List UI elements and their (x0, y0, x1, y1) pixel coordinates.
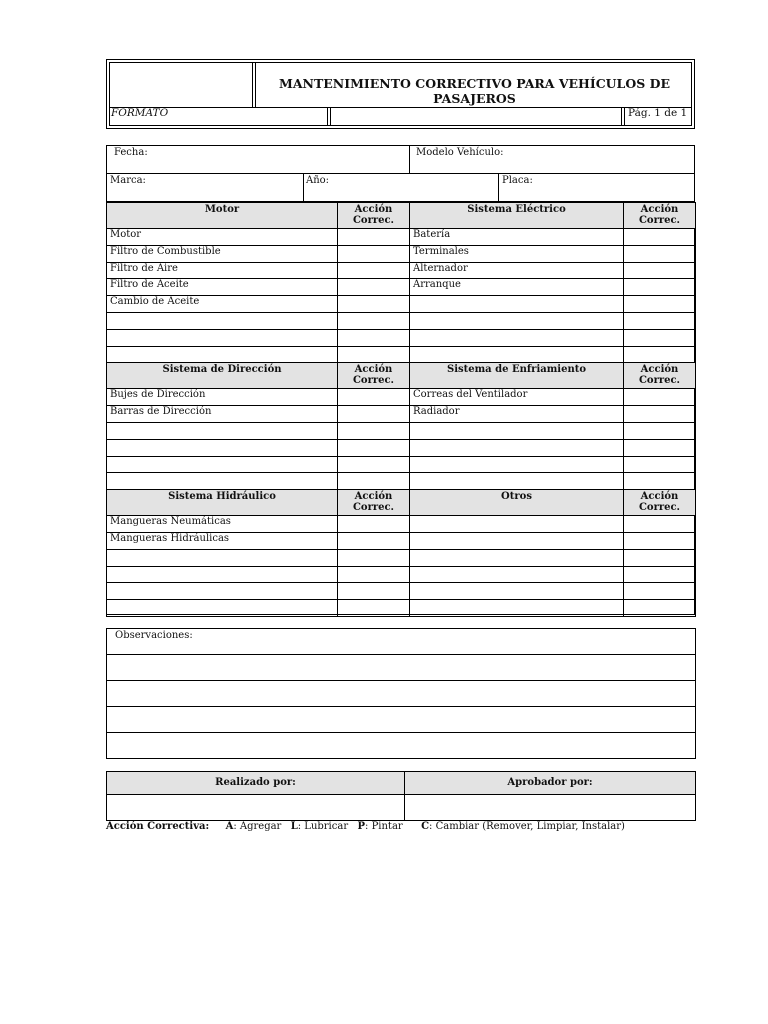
item-label (107, 439, 338, 456)
action-cell[interactable] (624, 583, 696, 600)
section-left-title: Sistema de Dirección (107, 363, 338, 389)
action-header (338, 490, 410, 516)
item-label (107, 583, 338, 600)
table-row (107, 262, 696, 279)
action-cell[interactable] (338, 245, 410, 262)
table-row (107, 516, 696, 533)
action-cell[interactable] (624, 329, 696, 346)
action-header (624, 490, 696, 516)
item-label: Radiador (410, 406, 624, 423)
action-cell[interactable] (338, 516, 410, 533)
anio-label: Año: (306, 175, 330, 186)
action-cell[interactable] (624, 566, 696, 583)
table-row (107, 473, 696, 490)
action-header-line2: Correc. (638, 215, 681, 226)
observaciones-line[interactable] (107, 733, 696, 759)
item-label (107, 566, 338, 583)
action-cell[interactable] (624, 229, 696, 246)
item-label (410, 583, 624, 600)
table-row (107, 532, 696, 549)
action-header (338, 363, 410, 389)
info-divider-marca (303, 174, 304, 202)
info-divider-anio (498, 174, 499, 202)
aprobado-header: Aprobador por: (405, 772, 696, 795)
item-label (410, 532, 624, 549)
item-label: Batería (410, 229, 624, 246)
item-label (107, 329, 338, 346)
legend-key-c: C (421, 821, 430, 832)
action-header-line1: Acción (640, 491, 679, 503)
observaciones-line[interactable] (107, 707, 696, 733)
info-row-2 (106, 174, 695, 202)
item-label: Filtro de Aceite (107, 279, 338, 296)
action-header-line1: Acción (354, 491, 393, 503)
logo-cell (109, 62, 253, 107)
item-label: Barras de Dirección (107, 406, 338, 423)
action-header (624, 363, 696, 389)
item-label (410, 296, 624, 313)
item-label (107, 600, 338, 617)
action-cell[interactable] (624, 549, 696, 566)
legend-text-l: : Lubricar (297, 821, 349, 832)
item-label (410, 312, 624, 329)
action-cell[interactable] (338, 473, 410, 490)
action-cell[interactable] (624, 532, 696, 549)
action-cell[interactable] (624, 439, 696, 456)
item-label: Alternador (410, 262, 624, 279)
legend-key-a: A (225, 821, 234, 832)
item-label: Bujes de Dirección (107, 389, 338, 406)
item-label (410, 549, 624, 566)
legend-title: Acción Correctiva (106, 821, 206, 832)
item-label (410, 329, 624, 346)
item-label (410, 516, 624, 533)
section-left-title: Sistema Hidráulico (107, 490, 338, 516)
action-cell[interactable] (624, 279, 696, 296)
action-cell[interactable] (624, 456, 696, 473)
item-label (107, 473, 338, 490)
checklist-table (106, 202, 696, 617)
legend-key-l: L (290, 821, 298, 832)
action-header-line2: Correc. (352, 215, 395, 226)
action-header (624, 203, 696, 229)
action-cell[interactable] (338, 329, 410, 346)
item-label (107, 456, 338, 473)
action-cell[interactable] (338, 279, 410, 296)
item-label: Filtro de Aire (107, 262, 338, 279)
table-row (107, 600, 696, 617)
document-title-line2: PASAJEROS (433, 91, 516, 106)
item-label: Mangueras Neumáticas (107, 516, 338, 533)
item-label: Arranque (410, 279, 624, 296)
table-row (107, 566, 696, 583)
action-cell[interactable] (338, 532, 410, 549)
action-cell[interactable] (624, 406, 696, 423)
table-row (107, 279, 696, 296)
item-label (410, 422, 624, 439)
action-header-line2: Correc. (638, 502, 681, 514)
format-label: FORMATO (111, 107, 169, 119)
item-label: Correas del Ventilador (410, 389, 624, 406)
table-row (107, 549, 696, 566)
observaciones-line[interactable] (107, 655, 696, 681)
table-row (107, 229, 696, 246)
table-row (107, 456, 696, 473)
action-cell[interactable] (338, 229, 410, 246)
action-header-line1: Acción (640, 204, 679, 215)
action-cell[interactable] (624, 600, 696, 617)
action-header (338, 203, 410, 229)
item-label (107, 346, 338, 363)
action-cell[interactable] (338, 422, 410, 439)
item-label: Motor (107, 229, 338, 246)
action-header-line1: Acción (640, 364, 679, 376)
placa-label: Placa: (502, 175, 533, 186)
section-right-title: Otros (410, 490, 624, 516)
action-cell[interactable] (338, 389, 410, 406)
item-label: Filtro de Combustible (107, 245, 338, 262)
info-row-1 (106, 145, 695, 174)
action-cell[interactable] (338, 439, 410, 456)
legend: Acción Correctiva: A: Agregar L: Lubricar P: Pintar C: Cambiar (Remover, Limpiar, Instalar) (106, 821, 625, 832)
aprobado-signature-cell[interactable] (405, 795, 696, 821)
action-cell[interactable] (338, 456, 410, 473)
action-cell[interactable] (338, 600, 410, 617)
legend-key-p: P (357, 821, 366, 832)
signature-table (106, 771, 696, 821)
action-cell[interactable] (338, 346, 410, 363)
realizado-signature-cell[interactable] (107, 795, 405, 821)
observaciones-line[interactable] (107, 681, 696, 707)
section-right-title: Sistema de Enfriamiento (410, 363, 624, 389)
observaciones-table (106, 628, 696, 759)
info-divider-fecha (409, 145, 410, 174)
item-label (410, 600, 624, 617)
item-label (107, 312, 338, 329)
marca-label: Marca: (110, 175, 146, 186)
format-cell-divider (327, 107, 331, 126)
action-cell[interactable] (338, 583, 410, 600)
table-row (107, 389, 696, 406)
table-row (107, 245, 696, 262)
logo-cell-divider (255, 62, 256, 107)
action-cell[interactable] (338, 296, 410, 313)
action-cell[interactable] (338, 566, 410, 583)
item-label (410, 566, 624, 583)
section-right-title: Sistema Eléctrico (410, 203, 624, 229)
action-cell[interactable] (624, 296, 696, 313)
legend-text-a: : Agregar (233, 821, 282, 832)
table-row (107, 346, 696, 363)
item-label (410, 439, 624, 456)
modelo-label: Modelo Vehículo: (416, 147, 504, 158)
header-bottom-row (109, 107, 692, 108)
action-cell[interactable] (624, 473, 696, 490)
item-label: Terminales (410, 245, 624, 262)
legend-text-p: : Pintar (365, 821, 403, 832)
action-header-line1: Acción (354, 364, 393, 376)
legend-text-c: : Cambiar (Remover, Limpiar, Instalar) (429, 821, 625, 832)
item-label (107, 422, 338, 439)
table-row (107, 422, 696, 439)
header-block (106, 59, 695, 129)
action-header-line2: Correc. (638, 375, 681, 387)
action-cell[interactable] (624, 346, 696, 363)
table-row (107, 312, 696, 329)
item-label (410, 456, 624, 473)
table-row (107, 329, 696, 346)
item-label (410, 346, 624, 363)
action-header-line1: Acción (354, 204, 393, 215)
page-number: Pág. 1 de 1 (628, 107, 688, 119)
action-cell[interactable] (338, 262, 410, 279)
action-cell[interactable] (624, 262, 696, 279)
action-header-line2: Correc. (352, 375, 395, 387)
realizado-header: Realizado por: (107, 772, 405, 795)
observaciones-label: Observaciones: (107, 629, 696, 655)
page-cell-divider (621, 107, 625, 126)
action-cell[interactable] (338, 406, 410, 423)
action-cell[interactable] (624, 245, 696, 262)
document-title (257, 76, 692, 106)
action-cell[interactable] (338, 549, 410, 566)
table-row (107, 439, 696, 456)
table-row (107, 296, 696, 313)
table-row (107, 583, 696, 600)
item-label (410, 473, 624, 490)
item-label: Mangueras Hidráulicas (107, 532, 338, 549)
item-label: Cambio de Aceite (107, 296, 338, 313)
action-cell[interactable] (624, 389, 696, 406)
action-cell[interactable] (624, 312, 696, 329)
table-row (107, 406, 696, 423)
item-label (107, 549, 338, 566)
action-cell[interactable] (624, 516, 696, 533)
section-left-title: Motor (107, 203, 338, 229)
document-title-line1: MANTENIMIENTO CORRECTIVO PARA VEHÍCULOS DE (279, 76, 670, 91)
action-cell[interactable] (624, 422, 696, 439)
action-cell[interactable] (338, 312, 410, 329)
fecha-label: Fecha: (114, 147, 148, 158)
action-header-line2: Correc. (352, 502, 395, 514)
